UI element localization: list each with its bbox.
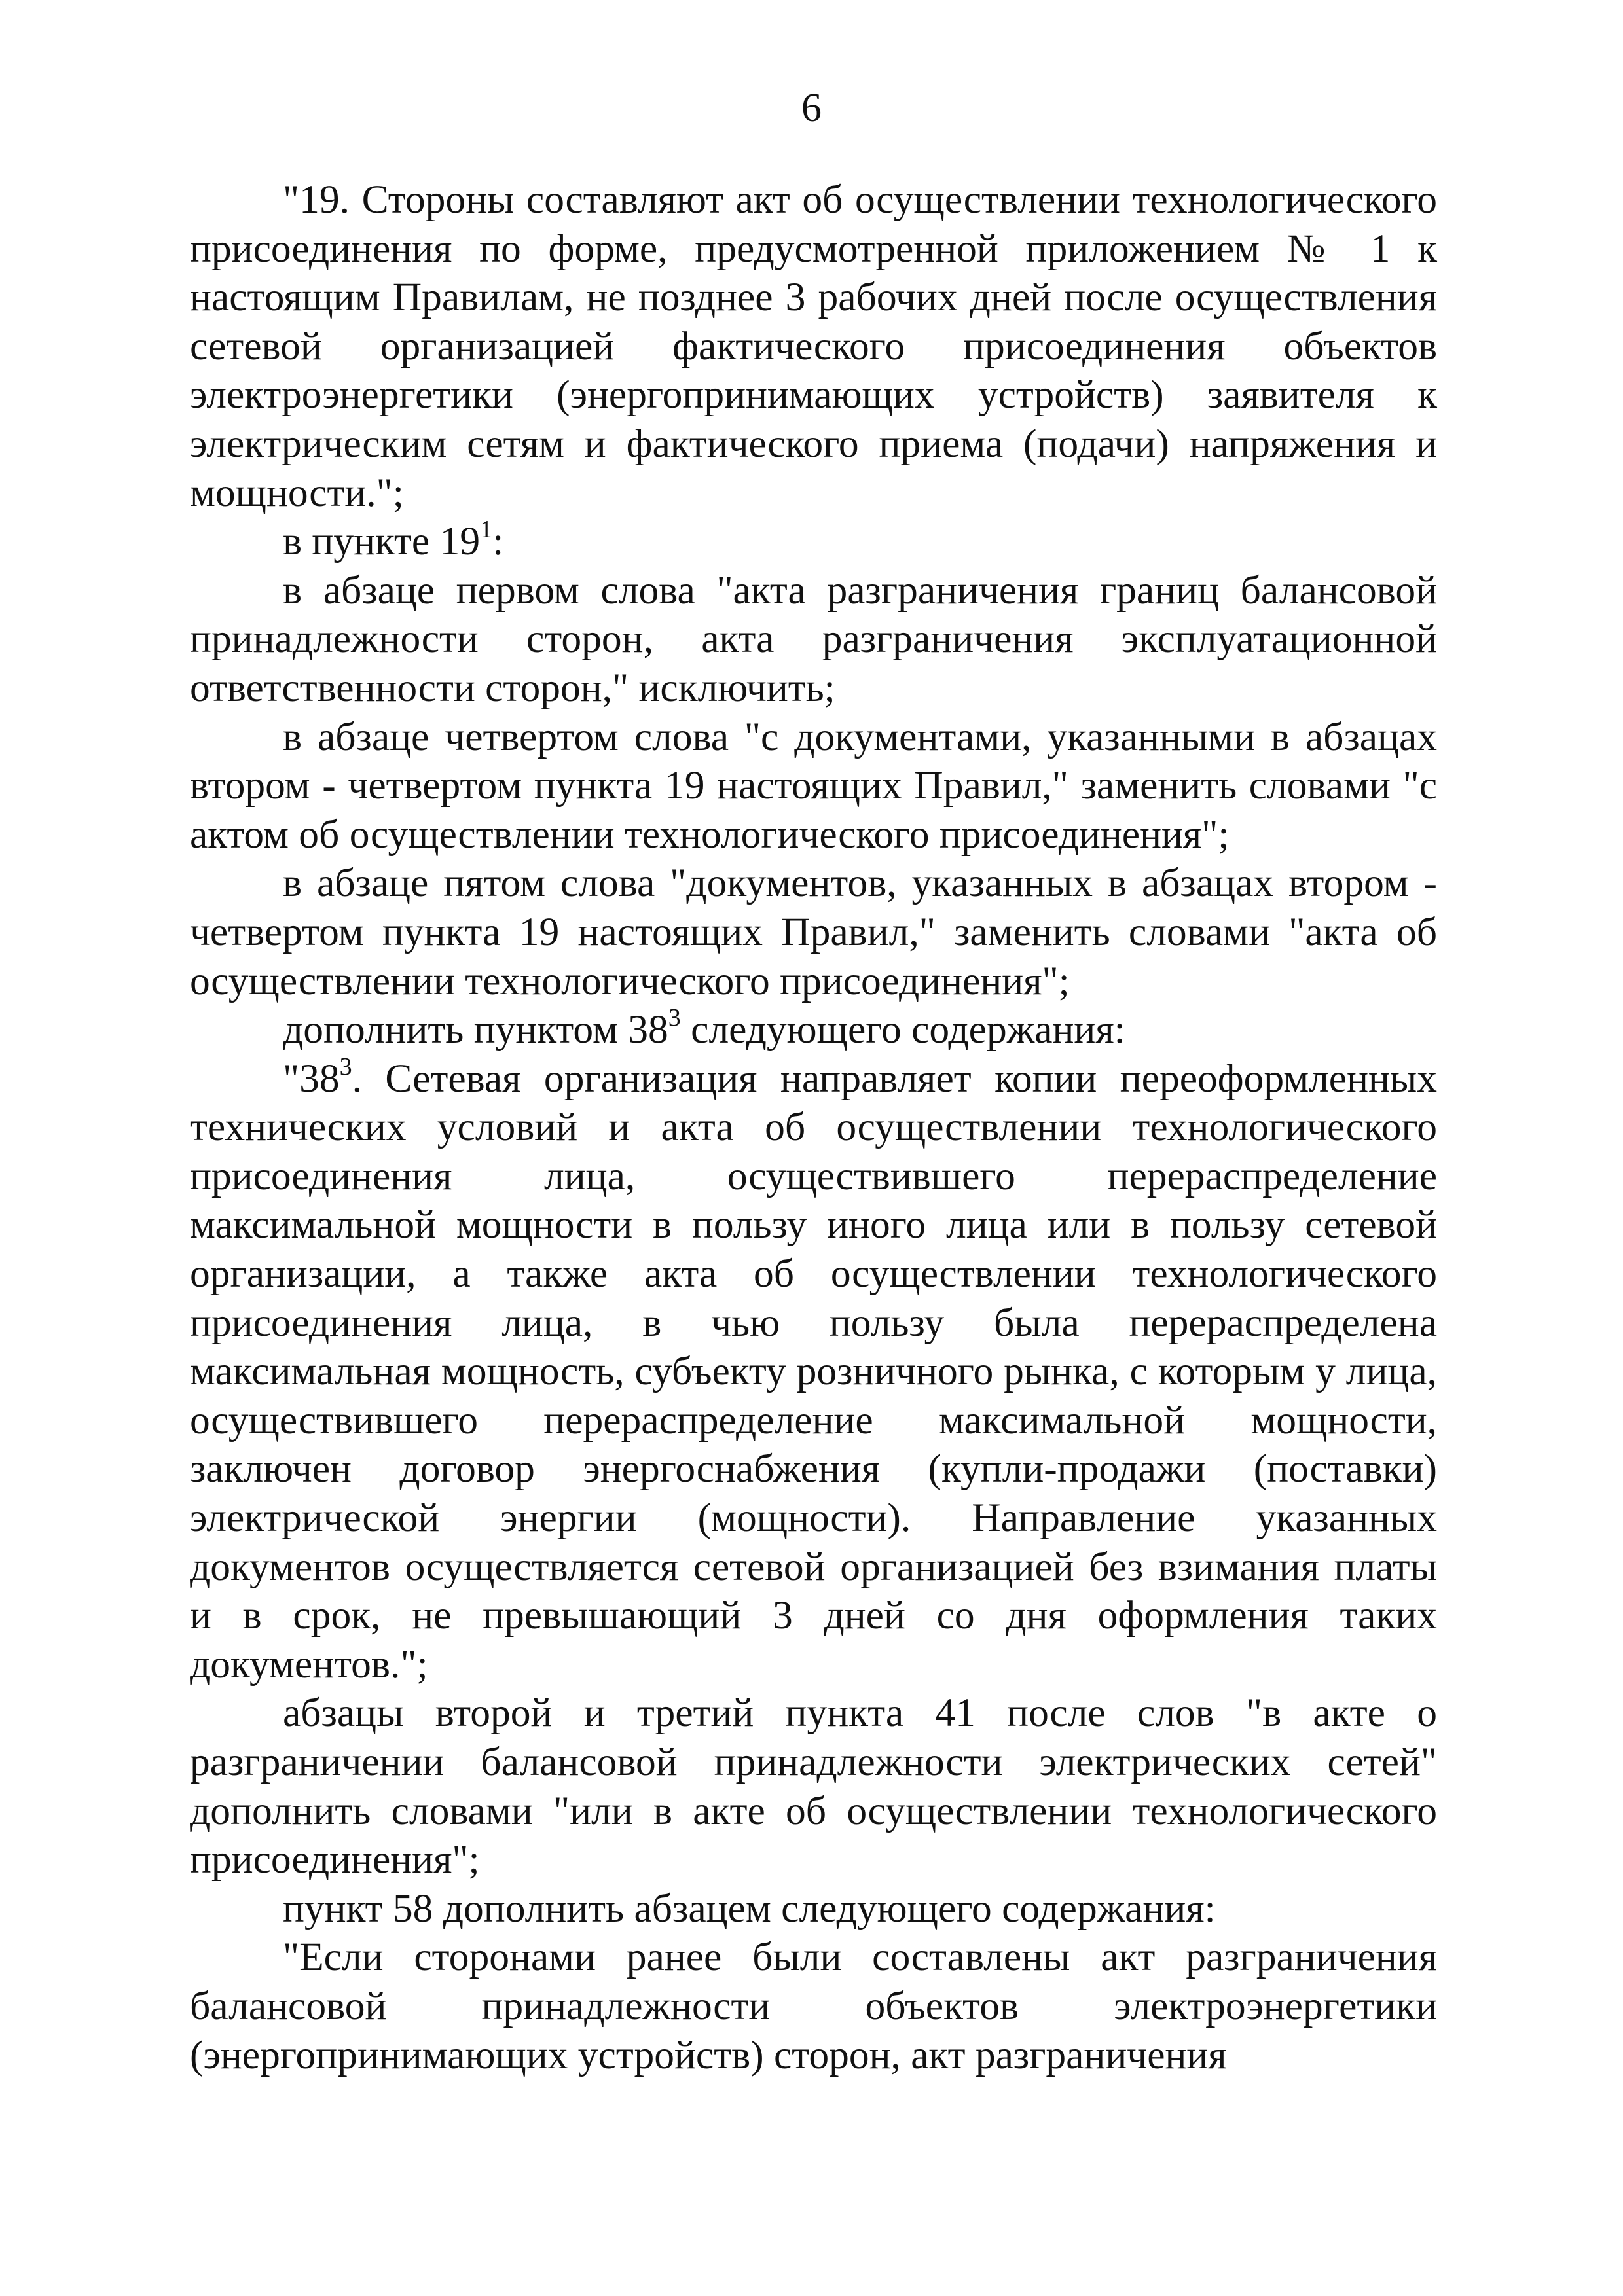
paragraph-text: : — [492, 519, 504, 564]
paragraph-item-58-new-text: "Если сторонами ранее были составлены акт разграничения балансовой принадлежности объектов электроэнергетики (энергопринимающих устройств) сторон, акт разграничения — [190, 1935, 1437, 2077]
document-body — [190, 175, 1437, 2079]
paragraph-item-58-intro: пункт 58 дополнить абзацем следующего содержания: — [283, 1886, 1216, 1931]
paragraph-fifth-abzac-change: в абзаце пятом слова "документов, указанных в абзацах втором - четвертом пункта 19 настоящих Правил," заменить словами "акта об осуществлении технологического присоединения"; — [190, 861, 1437, 1003]
page-number: 6 — [801, 86, 822, 130]
paragraph-text: в пункте 19 — [283, 519, 481, 564]
paragraph-item-38-3 — [190, 1054, 1437, 1689]
paragraph-text: . Сетевая организация направляет копии переоформленных технических условий и акта об осуществлении технологического присоединения лица, осуществившего перераспределение максимальной мощности в пользу иного лица или в пользу сетевой организации, а также акта об осуществлении технологического присоединения лица, в чью пользу была перераспределена максимальная мощность, субъекту розничного рынка, с которым у лица, осуществившего перераспределение максимальной мощности, заключен договор энергоснабжения (купли-продажи (поставки) электрической энергии (мощности). Направление указанных документов осуществляется сетевой организацией без взимания платы и в срок, не превышающий 3 дней со дня оформления таких документов."; — [190, 1056, 1437, 1687]
superscript-index: 3 — [668, 1004, 681, 1032]
superscript-index: 1 — [480, 516, 493, 544]
paragraph-fourth-abzac-change: в абзаце четвертом слова "с документами, указанными в абзацах втором - четвертом пункта 19 настоящих Правил," заменить словами "с актом об осуществлении технологического присоединения"; — [190, 714, 1437, 857]
paragraph-text: "38 — [283, 1056, 340, 1101]
paragraph-item-41-change: абзацы второй и третий пункта 41 после слов "в акте о разграничении балансовой принадлежности электрических сетей" дополнить словами "или в акте об осуществлении технологического присоединения"; — [190, 1691, 1437, 1882]
paragraph-item-19: "19. Стороны составляют акт об осуществлении технологического присоединения по форме, предусмотренной приложением № 1 к настоящим Правилам, не позднее 3 рабочих дней после осуществления сетевой организацией фактического присоединения объектов электроэнергетики (энергопринимающих устройств) заявителя к электрическим сетям и фактического приема (подачи) напряжения и мощности."; — [190, 177, 1437, 515]
paragraph-first-abzac-change: в абзаце первом слова "акта разграничения границ балансовой принадлежности сторон, акта разграничения эксплуатационной ответственности сторон," исключить; — [190, 567, 1437, 710]
superscript-index: 3 — [339, 1052, 352, 1081]
paragraph-add-item-38-3 — [190, 1005, 1437, 1054]
paragraph-item-19-1-intro — [190, 517, 1437, 566]
paragraph-text: следующего содержания: — [680, 1007, 1125, 1052]
paragraph-text: дополнить пунктом 38 — [283, 1007, 668, 1052]
